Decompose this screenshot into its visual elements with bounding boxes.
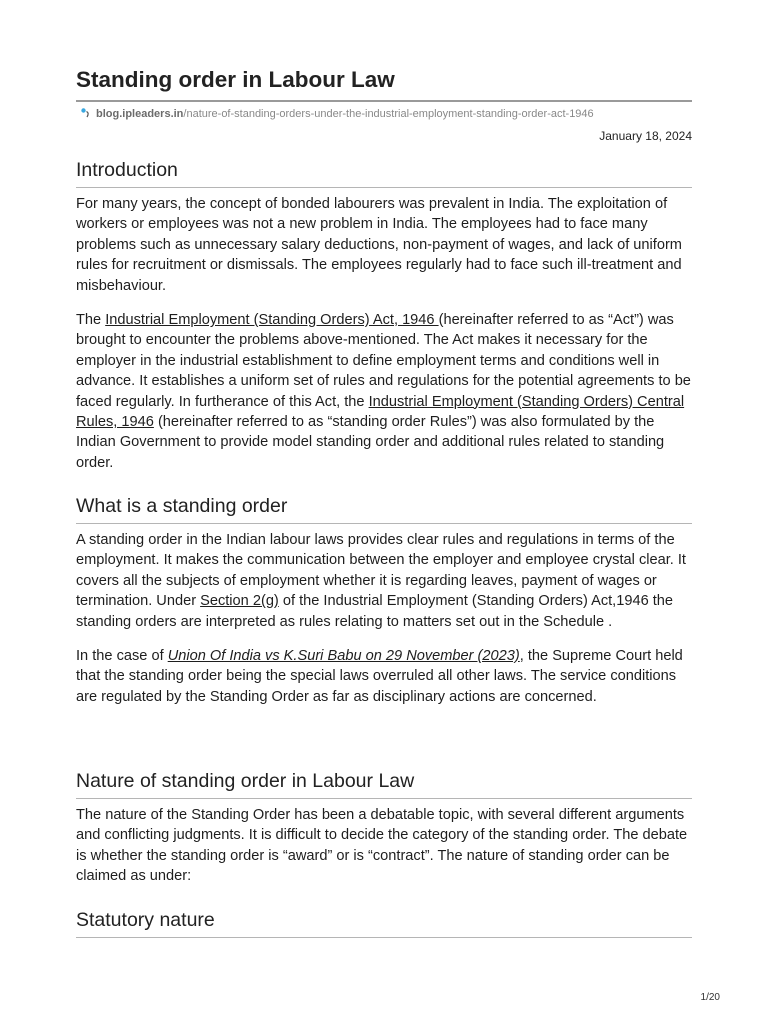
section-heading-statutory: Statutory nature xyxy=(76,909,215,931)
source-host[interactable]: blog.ipleaders.in xyxy=(96,108,184,120)
section-divider xyxy=(76,187,692,188)
section-introduction xyxy=(76,156,692,473)
what-is-paragraph-2 xyxy=(76,646,692,707)
section-divider xyxy=(76,937,692,938)
section-nature xyxy=(76,767,692,887)
text-span: of the Industrial Employment (Standing Orders) Act,1946 the standing orders are interpreted as rules relating to matters set out in the Schedule . xyxy=(76,593,674,630)
case-law-link[interactable]: Union Of India vs K.Suri Babu on 29 November (2023) xyxy=(167,648,520,665)
publish-date: January 18, 2024 xyxy=(599,129,692,143)
what-is-paragraph-1 xyxy=(76,530,692,632)
text-span: , the Supreme Court held that the standing order being the special laws overruled all other laws. The service conditions are regulated by the Standing Order as far as disciplinary actions are concerned. xyxy=(76,648,683,705)
introduction-paragraph-2 xyxy=(76,310,692,473)
source-path[interactable]: /nature-of-standing-orders-under-the-industrial-employment-standing-order-act-1946 xyxy=(183,108,594,120)
text-span: The xyxy=(76,312,106,329)
page-title: Standing order in Labour Law xyxy=(76,67,395,92)
section-2g-link[interactable]: Section 2(g) xyxy=(200,593,279,610)
section-divider xyxy=(76,523,692,524)
text-span: (hereinafter referred to as “Act”) was brought to encounter the problems above-mentioned. The Act makes it necessary for the employer in the industrial establishment to define employment terms and conditions well in advance. It establishes a uniform set of rules and regulations for the potential agreements to be faced regularly. In furtherance of this Act, the xyxy=(76,312,691,410)
central-rules-link[interactable]: Industrial Employment (Standing Orders) Central Rules, 1946 xyxy=(76,393,685,431)
title-divider xyxy=(76,100,692,102)
source-url[interactable] xyxy=(80,106,594,122)
link-icon xyxy=(80,107,92,119)
section-heading-introduction: Introduction xyxy=(76,159,178,181)
text-span: (hereinafter referred to as “standing order Rules”) was also formulated by the Indian Government to provide model standing order and additional rules related to standing order. xyxy=(76,414,665,471)
section-what-is xyxy=(76,492,692,707)
section-heading-what-is: What is a standing order xyxy=(76,495,288,517)
section-statutory xyxy=(76,906,692,938)
text-span: A standing order in the Indian labour laws provides clear rules and regulations in terms of the employment. It makes the communication between the employer and employee crystal clear. It covers all the subjects of employment whether it is regarding leaves, payment of wages or termination. Under xyxy=(76,532,686,610)
section-heading-nature: Nature of standing order in Labour Law xyxy=(76,770,415,792)
nature-paragraph-1: The nature of the Standing Order has been a debatable topic, with several different arguments and conflicting judgments. It is difficult to decide the category of the standing order. The debate is whether the standing order is “award” or is “contract”. The nature of standing order can be claimed as under: xyxy=(76,807,688,885)
section-divider xyxy=(76,798,692,799)
act-1946-link[interactable]: Industrial Employment (Standing Orders) Act, 1946 xyxy=(105,312,439,329)
text-span: In the case of xyxy=(76,648,168,665)
introduction-paragraph-1: For many years, the concept of bonded labourers was prevalent in India. The exploitation of workers or employees was not a new problem in India. The employees had to face many problems such as unnecessary salary deductions, non-payment of wages, and lack of uniform rules for recruitment or dismissals. The employees regularly had to face such ill-treatment and misbehaviour. xyxy=(76,196,682,294)
page-number: 1/20 xyxy=(700,992,720,1003)
